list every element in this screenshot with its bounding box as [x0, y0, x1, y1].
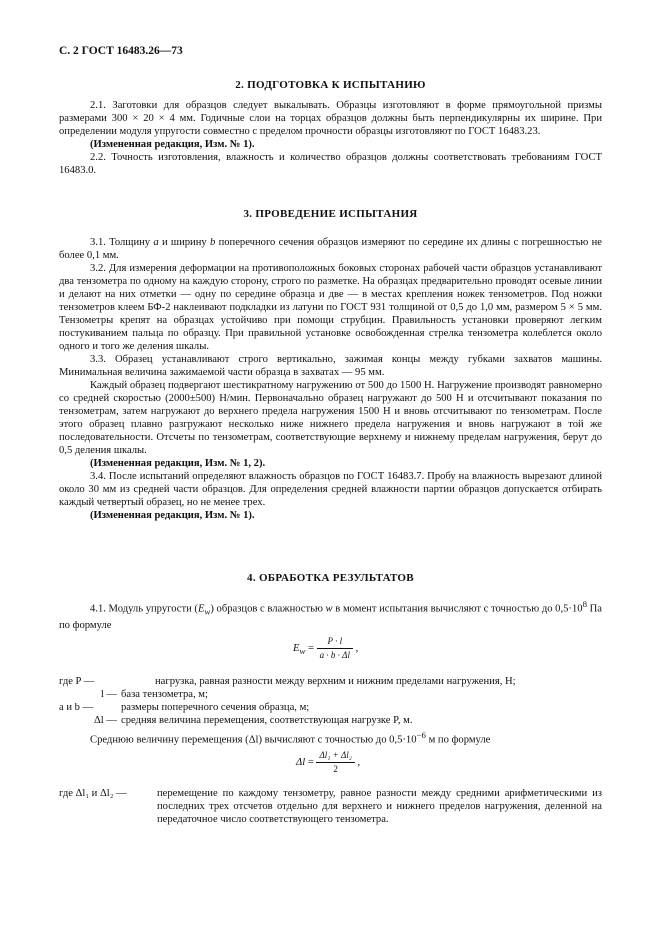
text-run: в момент испытания вычисляют с точностью до 0,5·10: [332, 603, 583, 615]
section-4-title: 4. ОБРАБОТКА РЕЗУЛЬТАТОВ: [247, 572, 414, 584]
var-w-sub: w: [204, 606, 211, 617]
displacement-definition: [59, 787, 602, 826]
section-3-title: 3. ПРОВЕДЕНИЕ ИСПЫТАНИЯ: [243, 208, 418, 220]
definition-term: где P —: [59, 676, 95, 687]
para-2-2: 2.2. Точность изготовления, влажность и количество образцов должны соответствовать требованиям ГОСТ 16483.0.: [59, 152, 602, 176]
para-2-1: 2.1. Заготовки для образцов следует выкалывать. Образцы изготовляют в форме прямоугольной призмы размерами 300 × 20 × 4 мм. Годичные слои на торцах образцов должны быть перпендикулярны их ширине. При определении модуля упругости совместно с пределом прочности образцы изготовляют по ГОСТ 16483.23.: [59, 100, 602, 137]
definition-desc: средняя величина перемещения, соответствующая нагрузке P, м.: [121, 715, 413, 726]
var-w: w: [325, 603, 333, 615]
section-2-title: 2. ПОДГОТОВКА К ИСПЫТАНИЮ: [235, 79, 426, 91]
definition-term: a и b —: [59, 702, 94, 713]
formula-mean-displacement: [296, 750, 360, 775]
text-run: ) образцов с влажностью: [210, 603, 326, 615]
page-header: С. 2 ГОСТ 16483.26—73: [59, 45, 183, 57]
fraction: [317, 636, 353, 661]
formula-lhs-sub: w: [299, 646, 306, 657]
equals-sign: =: [305, 756, 317, 768]
definition-row: [59, 701, 602, 714]
formula-comma: ,: [352, 642, 359, 654]
para-3-2: 3.2. Для измерения деформации на противоположных боковых сторонах рабочей части образцов устанавливают два тензометра по одному на каждую сторону, строго по разметке. На образцах предварительно проводят осевые линии и делают на них отметки — одну по середине образца и две — в местах крепления ножек тензометров. Под ножки тензометров клеем БФ-2 наклеивают подкладки из латуни по ГОСТ 931 толщиной от 0,5 до 1,0 мм, размером 5 × 5 мм. Тензометры крепят на образцах устойчиво при помощи струбцин. Правильность установки проверяют легким постукиванием пальца по образцу. При правильной установке освобожденная стрелка тензометра колеблется около одного и того же деления шкалы.: [59, 263, 602, 352]
var-b: b: [210, 237, 216, 248]
definition-row: [59, 688, 602, 701]
section-3-body: [59, 236, 602, 522]
edition-note: (Измененная редакция, Изм. № 1).: [90, 139, 255, 150]
formula-lhs: Δl: [296, 756, 306, 768]
formula-modulus: [293, 636, 358, 661]
equals-sign: =: [305, 642, 317, 654]
exponent: −6: [416, 730, 426, 740]
fraction-denominator: 2: [333, 764, 338, 774]
para-3-3-loading: Каждый образец подвергают шестикратному нагружению от 500 до 1500 Н. Нагружение производят равномерно со средней скоростью (2000±500) Н/мин. Первоначально образец нагружают до 500 Н и отсчитывают показания по тензометрам, затем нагружают до верхнего предела нагружения 1500 Н и вновь отсчитывают по тензометрам. После этого образец плавно разгружают несколько ниже нижнего предела нагружения и вновь нагружают в той же последовательности. Отсчеты по тензометрам, соответствующие верхнему и нижнему пределам нагружения, берут до 0,5 деления шкалы.: [59, 380, 602, 456]
text-run: 4.1. Модуль упругости (: [90, 603, 198, 615]
definition-row: [59, 675, 602, 688]
text-run: Среднюю величину перемещения (Δl) вычисляют с точностью до 0,5·10: [90, 734, 417, 746]
fraction: [316, 750, 354, 775]
text-run: м по формуле: [425, 734, 491, 746]
fraction-numerator: P · l: [317, 636, 353, 649]
text-run: и ширину: [158, 237, 210, 248]
formula-lhs: E: [293, 642, 300, 654]
formula-comma: ,: [354, 756, 361, 768]
definition-desc: перемещение по каждому тензометру, равное разности между средними арифметическими из последних трех отсчетов отдельно для верхнего и нижнего пределов нагружения, деленной на передаточное число соответствующего тензометра.: [157, 788, 602, 825]
para-3-3: 3.3. Образец устанавливают строго вертикально, зажимая концы между губками захватов машины. Минимальная величина зажимаемой части образца в захватах — 95 мм.: [59, 354, 602, 378]
definition-row: [59, 714, 602, 727]
para-4-1: [59, 598, 602, 632]
text-run: поперечного сечения образцов измеряют по середине их длины с погрешностью не более 0,1 мм.: [59, 237, 603, 261]
fraction-denominator: a · b · Δl: [319, 650, 350, 660]
section-4-intro: [59, 598, 602, 632]
para-3-4: 3.4. После испытаний определяют влажность образцов по ГОСТ 16483.7. Пробу на влажность вырезают длиной около 30 мм из средней части образцов. Для определения средней влажности партии образцов допускается отбирать каждый четвертый образец, но не менее трех.: [59, 471, 602, 508]
var-a: a: [153, 237, 159, 248]
definition-term: Δl —: [94, 715, 117, 726]
definition-desc: нагрузка, равная разности между верхним и нижним пределами нагружения, Н;: [155, 676, 516, 687]
fraction-numerator: Δl₁ + Δl₂: [316, 750, 354, 763]
section-4-mean: [59, 729, 602, 747]
var-E: E: [197, 603, 205, 615]
para-4-mean: [59, 729, 602, 747]
section-2-body: [59, 99, 602, 177]
definition-desc: база тензометра, м;: [121, 689, 208, 700]
edition-note: (Измененная редакция, Изм. № 1).: [90, 510, 255, 521]
text-run: 3.1. Толщину: [90, 237, 154, 248]
definition-term: где Δl₁ и Δl₂ —: [59, 788, 127, 799]
definitions-list: [59, 675, 602, 727]
para-3-1: [59, 236, 602, 262]
definition-desc: размеры поперечного сечения образца, м;: [121, 702, 310, 713]
definition-term: l —: [100, 689, 117, 700]
exponent: 8: [582, 599, 587, 609]
text-run: Па по формуле: [59, 603, 602, 631]
edition-note: (Измененная редакция, Изм. № 1, 2).: [90, 458, 266, 469]
